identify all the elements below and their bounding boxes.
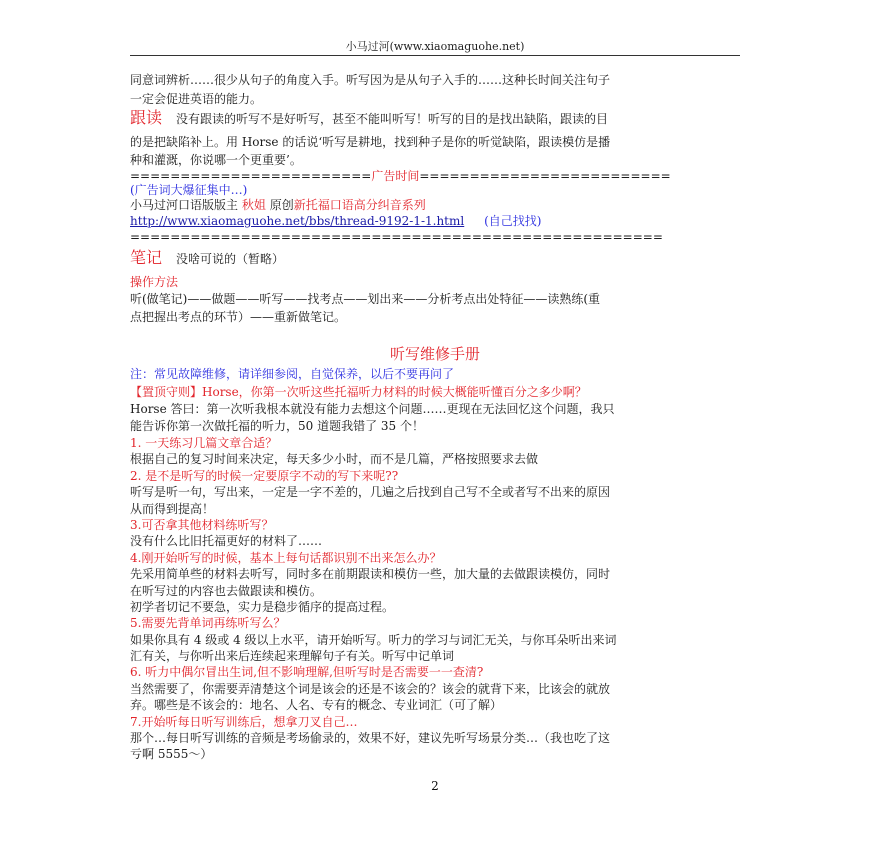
faq-answer: 从而得到提高！: [130, 502, 215, 516]
manual-note: 注：常见故障维修，请详细参阅，自觉保养，以后不要再问了: [130, 367, 455, 381]
ad-credit-prefix: 小马过河口语版版主: [130, 198, 239, 212]
faq-answer: 听写是听一句，写出来，一定是一字不差的，几遍之后找到自己写不全或者写不出来的原因: [130, 485, 611, 499]
faq-question: 5.需要先背单词再练听写么？: [130, 616, 286, 630]
faq-answer: 根据自己的复习时间来决定，每天多少小时，而不是几篇，严格按照要求去做: [130, 452, 539, 466]
gendu-line: 的是把缺陷补上。用 Horse 的话说‘听写是耕地，找到种子是你的听觉缺陷，跟读模仿是播: [130, 135, 611, 149]
intro-line: 同意词辨析……很少从句子的角度入手。听写因为是从句子入手的……这种长时间关注句子: [130, 73, 611, 87]
method-line: 听(做笔记)——做题——听写——找考点——划出来——分析考点出处特征——读熟练(重: [130, 292, 601, 306]
faq-answer: Horse 答曰：第一次听我根本就没有能力去想这个问题……更现在无法回忆这个问题，我只: [130, 402, 615, 416]
faq-question: 7.开始听每日听写训练后，想拿刀叉自己…: [130, 715, 358, 729]
header-rule: [130, 55, 740, 56]
gendu-line: 没有跟读的听写不是好听写，甚至不能叫听写！听写的目的是找出缺陷，跟读的目: [176, 112, 609, 126]
gendu-paragraph: [130, 110, 608, 127]
ad-tagline: (广告词大爆征集中…): [130, 183, 248, 197]
gendu-heading: 跟读: [130, 108, 163, 127]
intro-line: 一定会促进英语的能力。: [130, 92, 263, 106]
faq-question: 1. 一天练习几篇文章合适？: [130, 436, 278, 450]
page-header: 小马过河(www.xiaomaguohe.net): [345, 40, 525, 53]
notes-heading-row: [130, 250, 284, 267]
faq-answer: 没有什么比旧托福更好的材料了……: [130, 534, 323, 548]
ad-separator-full: =====================================================: [130, 230, 663, 244]
notes-heading: 笔记: [130, 248, 163, 267]
faq-answer: 先采用简单些的材料去听写，同时多在前期跟读和模仿一些，加大量的去做跟读模仿，同时: [130, 567, 611, 581]
faq-answer: 那个…每日听写训练的音频是考场偷录的，效果不好，建议先听写场景分类…（我也吃了这: [130, 731, 611, 745]
faq-question: 3.可否拿其他材料练听写？: [130, 518, 274, 532]
method-line: 点把握出考点的环节）——重新做笔记。: [130, 310, 347, 324]
ad-credit-mid: 原创: [269, 198, 294, 212]
faq-question: 【置顶守则】Horse，你第一次听这些托福听力材料的时候大概能听懂百分之多少啊？: [130, 385, 587, 399]
ad-separator-left: ========================: [130, 169, 372, 183]
faq-answer: 汇有关，与你听出来后连续起来理解句子有关。听写中记单词: [130, 649, 455, 663]
faq-answer: 初学者切记不要急，实力是稳步循序的提高过程。: [130, 600, 395, 614]
ad-link-row: [130, 213, 541, 229]
faq-answer: 在听写过的内容也去做跟读和模仿。: [130, 584, 323, 598]
gendu-line: 种和灌溉，你说哪一个更重要’。: [130, 153, 302, 167]
thread-link[interactable]: http://www.xiaomaguohe.net/bbs/thread-9192-1-1.html: [130, 214, 465, 228]
ad-moderator: 秋姐: [241, 198, 266, 212]
faq-question: 2. 是不是听写的时候一定要原字不动的写下来呢??: [130, 469, 399, 483]
faq-answer: 能告诉你第一次做托福的听力，50 道题我错了 35 个！: [130, 419, 424, 433]
faq-answer: 亏啊 5555～）: [130, 747, 213, 761]
faq-answer: 如果你具有 4 级或 4 级以上水平，请开始听写。听力的学习与词汇无关，与你耳朵听出来词: [130, 633, 617, 647]
notes-text: 没啥可说的（暂略）: [176, 252, 285, 266]
faq-answer: 当然需要了，你需要弄清楚这个词是该会的还是不该会的？该会的就背下来，比该会的就放: [130, 682, 611, 696]
faq-question: 4.刚开始听写的时候，基本上每句话都识别不出来怎么办？: [130, 551, 442, 565]
faq-answer: 弃。哪些是不该会的：地名、人名、专有的概念、专业词汇（可了解）: [130, 698, 503, 712]
ad-label: 广告时间: [371, 169, 420, 183]
faq-question: 6. 听力中偶尔冒出生词,但不影响理解,但听写时是否需要一一查清?: [130, 665, 484, 679]
manual-title: 听写维修手册: [389, 345, 480, 363]
page-number: 2: [431, 779, 439, 793]
link-note: (自己找找): [484, 214, 542, 228]
method-label: 操作方法: [130, 275, 179, 289]
ad-credit: [130, 197, 426, 213]
ad-separator-right: =========================: [419, 169, 671, 183]
ad-series: 新托福口语高分纠音系列: [293, 198, 426, 212]
